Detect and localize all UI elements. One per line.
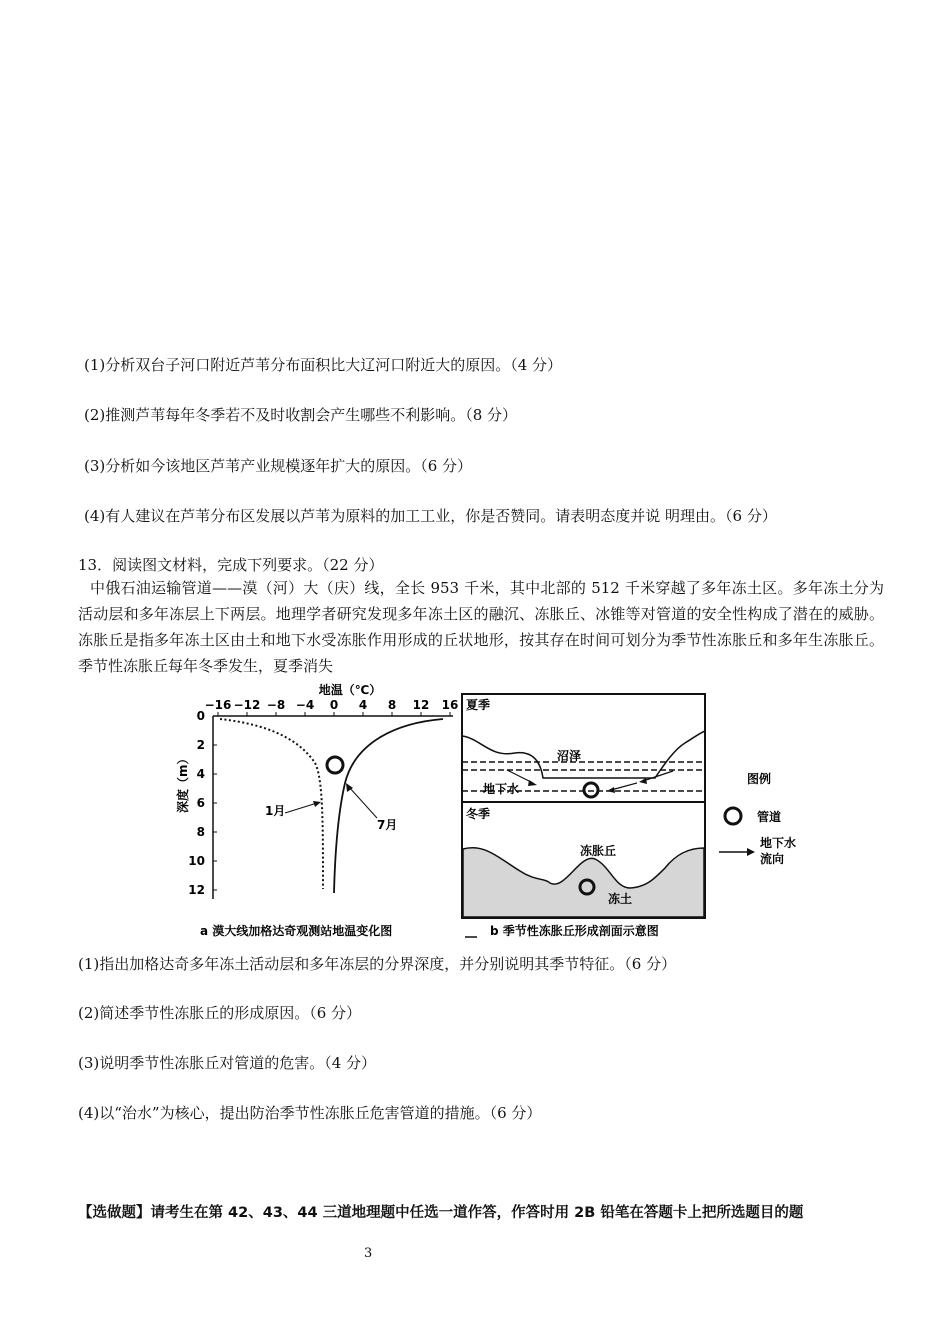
frozen-soil-label: 冻土 xyxy=(608,892,633,906)
q13-part4: (4)以“治水”为核心，提出防治季节性冻胀丘危害管道的措施。（6 分） xyxy=(78,1104,542,1122)
y-tick: 12 xyxy=(188,883,205,897)
q13-material: 中俄石油运输管道——漠（河）大（庆）线，全长 953 千米，其中北部的 512 千米穿越了多年冻土区。多年冻土分为活动层和多年冻层上下两层。地理学者研究发现多年冻土区的融沉、冻胀丘、冰锥等对管道的安全性构成了潜在的威胁。冻胀丘是指多年冻土区由土和地下水受冻胀作用形成的丘状地形，按其存在时间可划分为季节性冻胀丘和多年生冻胀丘。季节性冻胀丘每年冬季发生，夏季消失 xyxy=(78,579,884,675)
figure-b xyxy=(462,694,796,938)
legend-flow-label-1: 地下水 xyxy=(760,836,797,850)
x-tick: 12 xyxy=(412,698,430,712)
legend-pipe-label: 管道 xyxy=(757,810,782,824)
q13-part2: (2)简述季节性冻胀丘的形成原因。（6 分） xyxy=(78,1004,362,1022)
y-tick: 2 xyxy=(196,738,205,752)
q12-part3: (3)分析如今该地区芦苇产业规模逐年扩大的原因。（6 分） xyxy=(84,457,473,475)
q13-part3: (3)说明季节性冻胀丘对管道的危害。（4 分） xyxy=(78,1054,377,1072)
x-tick: 0 xyxy=(329,698,339,712)
legend-flow-label-2: 流向 xyxy=(760,852,785,866)
winter-label: 冬季 xyxy=(466,807,491,821)
x-tick: −8 xyxy=(266,698,286,712)
x-tick: 4 xyxy=(358,698,368,712)
q13-heading: 13．阅读图文材料，完成下列要求。（22 分） xyxy=(78,556,384,574)
summer-label: 夏季 xyxy=(466,698,491,712)
fig-a-title: 地温（℃） xyxy=(318,683,382,697)
groundwater-label: 地下水 xyxy=(483,782,520,796)
july-curve xyxy=(334,719,443,893)
q13-part1: (1)指出加格达奇多年冻土活动层和多年冻层的分界深度，并分别说明其季节特征。（6 分） xyxy=(78,955,677,973)
y-tick: 0 xyxy=(196,709,205,723)
fig-b-caption: b 季节性冻胀丘形成剖面示意图 xyxy=(490,924,659,938)
q12-part1: (1)分析双台子河口附近芦苇分布面积比大辽河口附近大的原因。（4 分） xyxy=(84,356,563,374)
optional-note-text: 请考生在第 42、43、44 三道地理题中任选一道作答，作答时用 2B 铅笔在答题卡上把所选题目的题 xyxy=(150,1205,804,1221)
q12-part2: (2)推测芦苇每年冬季若不及时收割会产生哪些不利影响。（8 分） xyxy=(84,406,518,424)
figure-svg xyxy=(176,683,835,943)
x-tick: 16 xyxy=(441,698,459,712)
fig-a-caption: a 漠大线加格达奇观测站地温变化图 xyxy=(200,924,393,938)
fig-a-ylabel: 深度（m） xyxy=(176,752,190,813)
y-tick: 8 xyxy=(196,825,205,839)
y-tick: 10 xyxy=(188,854,205,868)
legend-title: 图例 xyxy=(747,772,772,786)
q13-figure xyxy=(176,683,835,947)
x-tick: −4 xyxy=(295,698,315,712)
y-tick: 4 xyxy=(196,767,205,781)
q12-part4: (4)有人建议在芦苇分布区发展以芦苇为原料的加工工业，你是否赞同。请表明态度并说 明理由。（6 分） xyxy=(84,507,777,525)
x-tick: −16 xyxy=(204,698,232,712)
optional-question-note xyxy=(78,1204,803,1222)
legend-pipe-icon xyxy=(725,808,741,824)
page-number: 3 xyxy=(364,1246,373,1261)
optional-note-bracket: 【选做题】 xyxy=(78,1205,151,1221)
swamp-label: 沼泽 xyxy=(557,749,582,763)
pipe-circle xyxy=(327,757,343,773)
x-tick: 8 xyxy=(387,698,397,712)
figure-a xyxy=(175,682,458,938)
y-tick: 6 xyxy=(196,796,205,810)
frost-mound-label: 冻胀丘 xyxy=(580,844,617,858)
jan-label: 1月 xyxy=(265,804,286,818)
x-tick: −12 xyxy=(233,698,261,712)
jul-label: 7月 xyxy=(377,818,398,832)
